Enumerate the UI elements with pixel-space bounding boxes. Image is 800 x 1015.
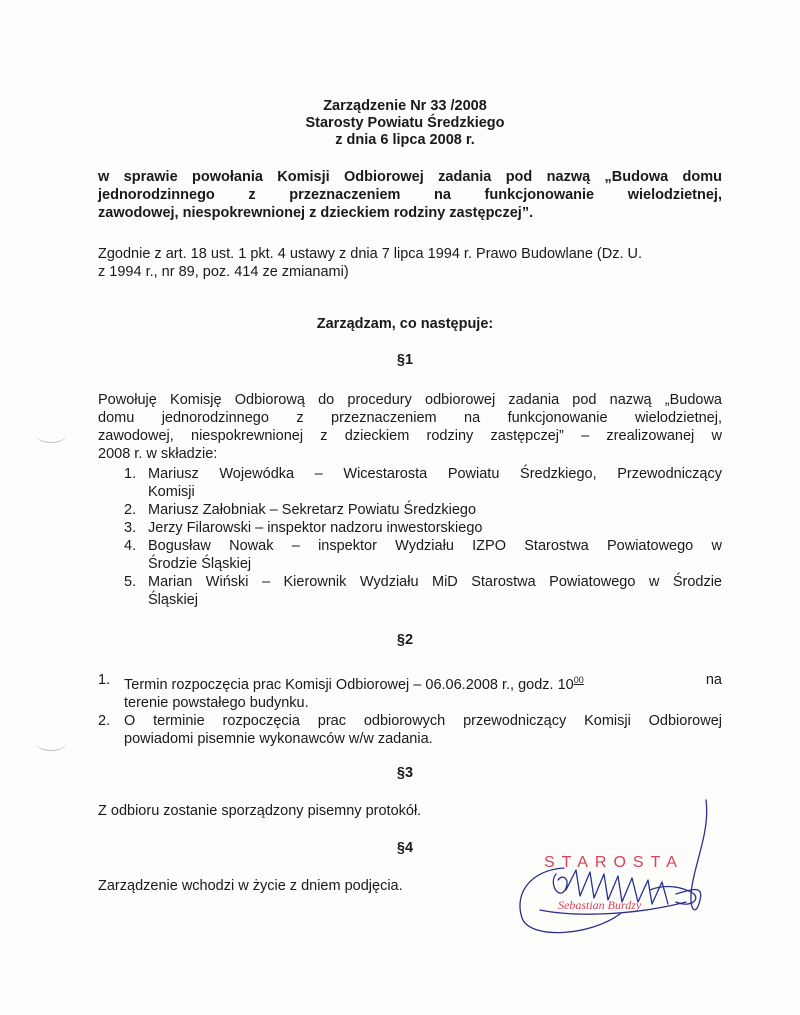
section-1-line-1: Powołuję Komisję Odbiorową do procedury odbiorowej zadania pod nazwą „Budowa <box>98 392 722 408</box>
punch-hole-mark <box>36 428 66 443</box>
list-item-number: 2. <box>98 713 111 729</box>
list-item <box>124 501 722 519</box>
title-line-3: z dnia 6 lipca 2008 r. <box>335 132 475 148</box>
list-item <box>124 573 722 609</box>
subject-line-3: zawodowej, niespokrewnionej z dzieckiem rodziny zastępczej”. <box>98 205 534 221</box>
section-4-text: Zarządzenie wchodzi w życie z dniem podjęcia. <box>98 878 403 894</box>
document-title <box>200 98 610 149</box>
section-2-item-2-line-1: O terminie rozpoczęcia prac odbiorowych przewodniczący Komisji Odbiorowej <box>124 713 722 729</box>
meeting-date-text: Termin rozpoczęcia prac Komisji Odbiorowej – 06.06.2008 r., godz. 10 <box>124 677 574 693</box>
subject-line-1: w sprawie powołania Komisji Odbiorowej zadania pod nazwą „Budowa domu <box>98 169 722 185</box>
section-1-line-4: 2008 r. w składzie: <box>98 446 218 462</box>
stamp-title: STAROSTA <box>544 854 684 871</box>
section-4-heading: §4 <box>396 840 414 856</box>
legal-basis <box>98 245 722 281</box>
stamp-and-signature <box>500 790 720 950</box>
committee-members-list <box>124 465 722 609</box>
list-item-number: 1. <box>98 672 111 688</box>
list-item <box>124 537 722 573</box>
list-item <box>98 712 722 748</box>
section-1-line-2: domu jednorodzinnego z przeznaczeniem na funkcjonowanie wielodzietnej, <box>98 410 722 426</box>
section-3-text: Z odbioru zostanie sporządzony pisemny protokół. <box>98 803 422 819</box>
member-line-1: Marian Wiński – Kierownik Wydziału MiD Starostwa Powiatowego w Środzie <box>148 574 722 590</box>
section-1-paragraph <box>98 391 722 463</box>
section-3-heading: §3 <box>396 765 414 781</box>
section-1-heading: §1 <box>396 352 414 368</box>
list-item-number: 1. <box>124 466 137 482</box>
member-line-2: Komisji <box>148 484 195 500</box>
punch-hole-mark <box>36 736 66 751</box>
list-item-number: 3. <box>124 520 137 536</box>
decree-intro: Zarządzam, co następuje: <box>316 316 494 332</box>
list-item-number: 5. <box>124 574 137 590</box>
member-line-1: Jerzy Filarowski – inspektor nadzoru inwestorskiego <box>148 520 483 536</box>
section-2-item-2-line-2: powiadomi pisemnie wykonawców w/w zadania. <box>124 731 433 747</box>
stamp-name: Sebastian Burdzy <box>558 898 642 912</box>
section-2-heading: §2 <box>396 632 414 648</box>
document-subject <box>98 168 722 222</box>
member-line-1: Mariusz Załobniak – Sekretarz Powiatu Średzkiego <box>148 502 477 518</box>
section-2-list <box>98 671 722 748</box>
member-line-1: Mariusz Wojewódka – Wicestarosta Powiatu Średzkiego, Przewodniczący <box>148 466 722 482</box>
title-line-2: Starosty Powiatu Średzkiego <box>305 115 505 131</box>
list-item <box>124 465 722 501</box>
legal-basis-line-1: Zgodnie z art. 18 ust. 1 pkt. 4 ustawy z dnia 7 lipca 1994 r. Prawo Budowlane (Dz. U. <box>98 246 643 262</box>
member-line-2: Śląskiej <box>148 592 198 608</box>
list-item-number: 2. <box>124 502 137 518</box>
meeting-date-trailing: na <box>705 672 722 688</box>
handwritten-signature <box>500 790 720 950</box>
subject-line-2: jednorodzinnego z przeznaczeniem na funkcjonowanie wielodzietnej, <box>98 187 722 203</box>
member-line-2: Środzie Śląskiej <box>148 556 252 572</box>
list-item-number: 4. <box>124 538 137 554</box>
hour-minutes-superscript: 00 <box>573 675 584 685</box>
list-item <box>98 671 722 712</box>
section-2-item-1-line-1 <box>124 671 722 694</box>
section-1-line-3: zawodowej, niespokrewnionej z dzieckiem rodziny zastępczej” – zrealizowanej w <box>98 428 722 444</box>
legal-basis-line-2: z 1994 r., nr 89, poz. 414 ze zmianami) <box>98 264 349 280</box>
title-line-1: Zarządzenie Nr 33 /2008 <box>323 98 487 114</box>
section-2-item-1-line-2: terenie powstałego budynku. <box>124 695 309 711</box>
member-line-1: Bogusław Nowak – inspektor Wydziału IZPO Starostwa Powiatowego w <box>148 538 722 554</box>
list-item <box>124 519 722 537</box>
